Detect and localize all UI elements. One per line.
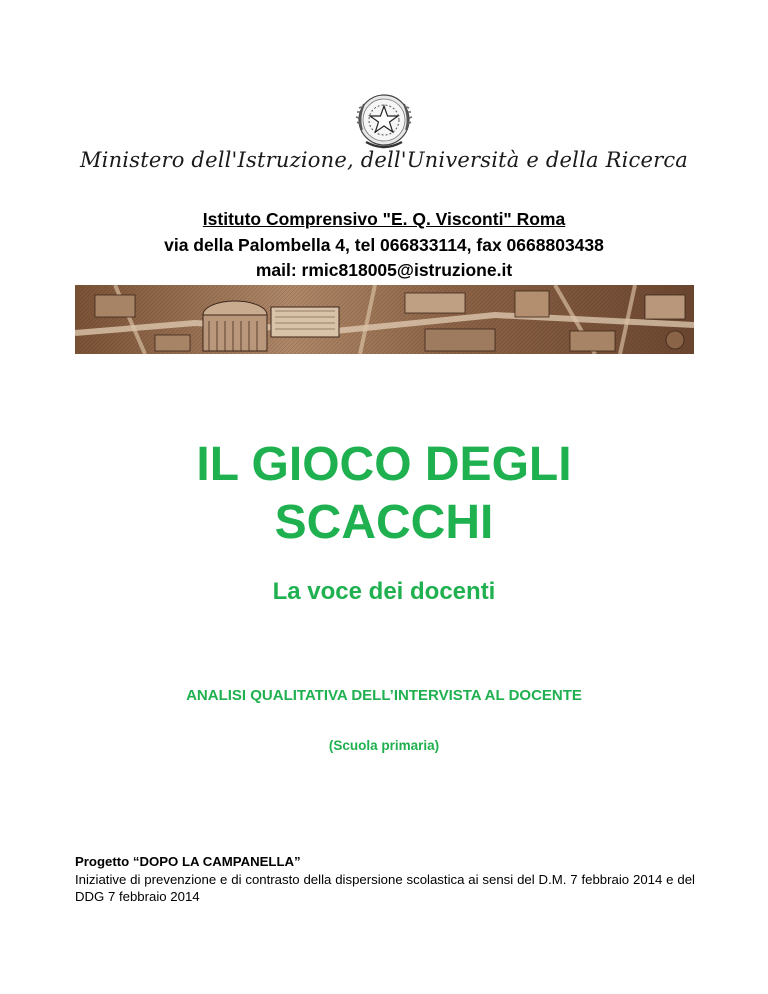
ministry-name: Ministero dell'Istruzione, dell'Università e della Ricerca (79, 148, 689, 172)
historic-rome-map-engraving-icon (75, 285, 694, 354)
analysis-heading: ANALISI QUALITATIVA DELL’INTERVISTA AL DOCENTE (186, 687, 582, 704)
project-title: Progetto “DOPO LA CAMPANELLA” (75, 854, 301, 869)
project-section (75, 853, 695, 906)
project-description: Iniziative di prevenzione e di contrasto della dispersione scolastica ai sensi del D.M. 7 febbraio 2014 e del DDG 7 febbraio 2014 (75, 871, 695, 904)
institute-name: Istituto Comprensivo "E. Q. Visconti" Roma (202, 209, 566, 229)
institute-header (0, 207, 768, 284)
institute-mail: mail: rmic818005@istruzione.it (255, 260, 513, 280)
document-subtitle: La voce dei docenti (272, 578, 496, 605)
institute-address: via della Palombella 4, tel 066833114, fax 0668803438 (164, 234, 604, 255)
italian-republic-emblem-icon (354, 90, 414, 152)
title-line-2: SCACCHI (274, 496, 494, 549)
document-title (0, 436, 768, 552)
title-line-1: IL GIOCO DEGLI (196, 438, 572, 491)
school-level: (Scuola primaria) (328, 738, 440, 753)
